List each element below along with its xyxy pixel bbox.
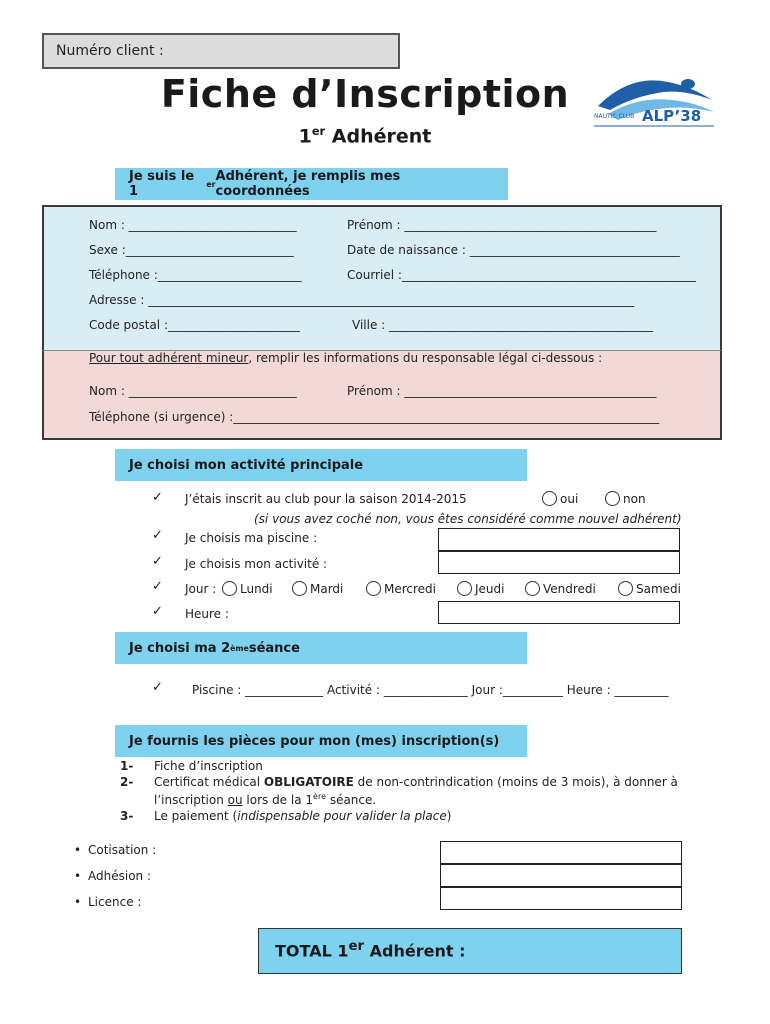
radio-circle-icon (457, 581, 472, 596)
list-item: Fiche d’inscription (154, 759, 263, 773)
minor-instruction: Pour tout adhérent mineur, remplir les informations du responsable légal ci-dessous : (89, 351, 603, 365)
check-icon: ✓ (152, 604, 163, 619)
cotisation-input[interactable] (440, 841, 682, 864)
list-item: Le paiement (indispensable pour valider la place) (154, 809, 452, 823)
nom-field[interactable]: Nom : ____________________________ (89, 218, 297, 232)
page-title: Fiche d’Inscription (160, 72, 570, 116)
check-icon: ✓ (152, 554, 163, 569)
sexe-field[interactable]: Sexe :____________________________ (89, 243, 294, 257)
radio-jeudi[interactable]: Jeudi (457, 581, 504, 596)
logo-text: ALP’38 (642, 107, 702, 125)
second-session-line[interactable]: Piscine : _____________ Activité : ______________ Jour :__________ Heure : _________ (192, 683, 669, 697)
postal-code-field[interactable]: Code postal :______________________ (89, 318, 300, 332)
check-icon: ✓ (152, 528, 163, 543)
club-logo (590, 66, 720, 132)
pool-input[interactable] (438, 528, 680, 551)
city-field[interactable]: Ville : ____________________________________________ (352, 318, 654, 332)
check-icon: ✓ (152, 680, 163, 695)
pool-label: Je choisis ma piscine : (185, 531, 318, 545)
email-field[interactable]: Courriel :_________________________________________________ (347, 268, 696, 282)
page-subtitle: 1er Adhérent (298, 124, 432, 148)
licence-input[interactable] (440, 887, 682, 910)
radio-oui[interactable]: oui (542, 491, 578, 506)
check-icon: ✓ (152, 579, 163, 594)
list-number: 1- (120, 759, 134, 773)
radio-circle-icon (222, 581, 237, 596)
guardian-block (42, 350, 722, 440)
radio-circle-icon (542, 491, 557, 506)
season-question: J’étais inscrit au club pour la saison 2014-2015 (185, 492, 467, 506)
client-number-field[interactable] (42, 33, 400, 69)
adhesion-input[interactable] (440, 864, 682, 887)
cotisation-label: Cotisation : (88, 843, 157, 857)
activity-label: Je choisis mon activité : (185, 557, 328, 571)
prenom-field[interactable]: Prénom : __________________________________________ (347, 218, 657, 232)
logo-small-text: NAUTIC CLUB (594, 113, 635, 120)
address-field[interactable]: Adresse : _________________________________________________________________________________ (89, 293, 635, 307)
bullet-icon: • (74, 843, 82, 857)
guardian-prenom-field[interactable]: Prénom : __________________________________________ (347, 384, 657, 398)
total-box[interactable]: TOTAL 1er Adhérent : (258, 928, 682, 974)
adhesion-label: Adhésion : (88, 869, 151, 883)
radio-vendredi[interactable]: Vendredi (525, 581, 596, 596)
activity-input[interactable] (438, 551, 680, 574)
birthdate-field[interactable]: Date de naissance : ___________________________________ (347, 243, 680, 257)
new-member-note: (si vous avez coché non, vous êtes considéré comme nouvel adhérent) (254, 512, 682, 526)
day-label: Jour : (185, 582, 217, 596)
section-coordinates-banner: Je suis le 1 er Adhérent, je remplis mes coordonnées (115, 168, 508, 200)
hour-input[interactable] (438, 601, 680, 624)
list-number: 3- (120, 809, 134, 823)
radio-mardi[interactable]: Mardi (292, 581, 343, 596)
check-icon: ✓ (152, 490, 163, 505)
list-item-continued: l’inscription ou lors de la 1ère séance. (154, 792, 377, 807)
bullet-icon: • (74, 869, 82, 883)
phone-field[interactable]: Téléphone :________________________ (89, 268, 302, 282)
radio-non[interactable]: non (605, 491, 646, 506)
second-session-banner: Je choisi ma 2 ème séance (115, 632, 527, 664)
radio-circle-icon (366, 581, 381, 596)
radio-samedi[interactable]: Samedi (618, 581, 681, 596)
list-number: 2- (120, 775, 134, 789)
licence-label: Licence : (88, 895, 142, 909)
radio-lundi[interactable]: Lundi (222, 581, 273, 596)
radio-circle-icon (618, 581, 633, 596)
bullet-icon: • (74, 895, 82, 909)
list-item: Certificat médical OBLIGATOIRE de non-contrindication (moins de 3 mois), à donner à (154, 775, 678, 789)
emergency-phone-field[interactable]: Téléphone (si urgence) :_______________________________________________________________________ (89, 410, 660, 424)
radio-mercredi[interactable]: Mercredi (366, 581, 436, 596)
radio-circle-icon (292, 581, 307, 596)
client-number-label: Numéro client : (56, 43, 164, 59)
hour-label: Heure : (185, 607, 229, 621)
coordinates-block (42, 205, 722, 351)
guardian-nom-field[interactable]: Nom : ____________________________ (89, 384, 297, 398)
main-activity-banner: Je choisi mon activité principale (115, 449, 527, 481)
radio-circle-icon (525, 581, 540, 596)
documents-banner: Je fournis les pièces pour mon (mes) inscription(s) (115, 725, 527, 757)
radio-circle-icon (605, 491, 620, 506)
